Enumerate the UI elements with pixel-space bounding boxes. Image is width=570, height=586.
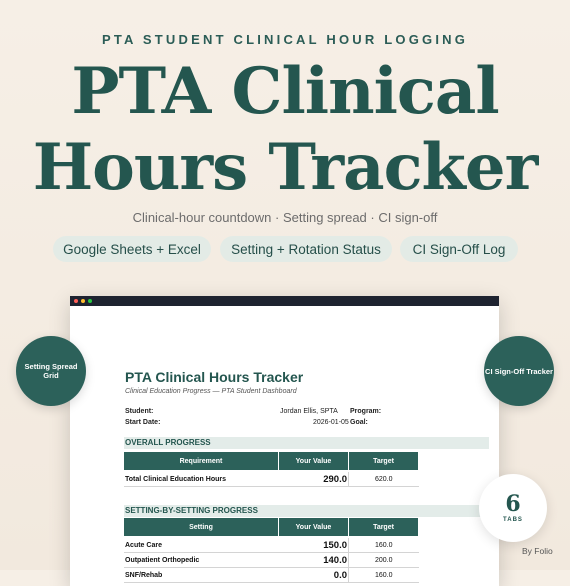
column-header[interactable]: Target — [349, 452, 419, 470]
maximize-dot-icon[interactable] — [88, 299, 92, 303]
goal-label: Goal: — [350, 419, 368, 426]
tabs-label: TABS — [503, 517, 523, 523]
target-cell[interactable]: 620.0 — [375, 475, 393, 483]
overall-progress-heading: OVERALL PROGRESS — [124, 437, 489, 449]
sheet-subtitle: Clinical Education Progress — PTA Student Dashboard — [125, 388, 297, 395]
pill-sheets-excel: Google Sheets + Excel — [53, 236, 211, 262]
value-cell[interactable]: 0.0 — [279, 568, 349, 582]
column-header[interactable]: Target — [349, 518, 419, 536]
setting-table-header — [124, 518, 419, 536]
setting-progress-heading: SETTING-BY-SETTING PROGRESS — [124, 505, 489, 517]
eyebrow-text: PTA STUDENT CLINICAL HOUR LOGGING — [101, 32, 469, 47]
target-cell[interactable]: 160.0 — [375, 541, 393, 549]
program-label: Program: — [350, 408, 382, 415]
column-header[interactable]: Your Value — [279, 452, 349, 470]
ci-signoff-badge: CI Sign-Off Tracker — [484, 336, 554, 406]
tabs-count-badge — [479, 474, 547, 542]
sheet-title: PTA Clinical Hours Tracker — [125, 369, 304, 385]
setting-spread-badge: Setting Spread Grid — [16, 336, 86, 406]
setting-cell[interactable]: Acute Care — [125, 541, 162, 549]
requirement-cell[interactable]: Total Clinical Education Hours — [125, 475, 226, 483]
overall-table-header — [124, 452, 419, 470]
spreadsheet-window — [70, 296, 499, 586]
start-date-label: Start Date: — [125, 419, 161, 426]
byline: By Folio — [522, 546, 553, 556]
table-row[interactable] — [124, 568, 419, 583]
tabs-count: 6 — [505, 491, 521, 517]
table-row[interactable] — [124, 553, 419, 568]
start-date-value[interactable]: 2026-01-05 — [313, 419, 349, 426]
value-cell[interactable]: 150.0 — [279, 538, 349, 552]
column-header[interactable]: Your Value — [279, 518, 349, 536]
target-cell[interactable]: 200.0 — [375, 556, 393, 564]
window-titlebar — [70, 296, 499, 306]
close-dot-icon[interactable] — [74, 299, 78, 303]
column-header[interactable]: Setting — [124, 518, 279, 536]
value-cell[interactable]: 140.0 — [279, 553, 349, 567]
table-row[interactable] — [124, 472, 419, 487]
value-cell[interactable]: 290.0 — [279, 472, 349, 486]
minimize-dot-icon[interactable] — [81, 299, 85, 303]
page-title-line-1: PTA Clinical — [71, 54, 499, 129]
pill-setting-rotation: Setting + Rotation Status — [220, 236, 392, 262]
table-row[interactable] — [124, 538, 419, 553]
student-label: Student: — [125, 408, 154, 415]
student-value[interactable]: Jordan Ellis, SPTA — [280, 408, 338, 415]
column-header[interactable]: Requirement — [124, 452, 279, 470]
target-cell[interactable]: 160.0 — [375, 571, 393, 579]
page-title-line-2: Hours Tracker — [32, 130, 538, 205]
setting-cell[interactable]: Outpatient Orthopedic — [125, 556, 200, 564]
setting-cell[interactable]: SNF/Rehab — [125, 571, 163, 579]
subtitle: Clinical-hour countdown · Setting spread · CI sign-off — [132, 210, 438, 225]
pill-ci-signoff: CI Sign-Off Log — [400, 236, 518, 262]
